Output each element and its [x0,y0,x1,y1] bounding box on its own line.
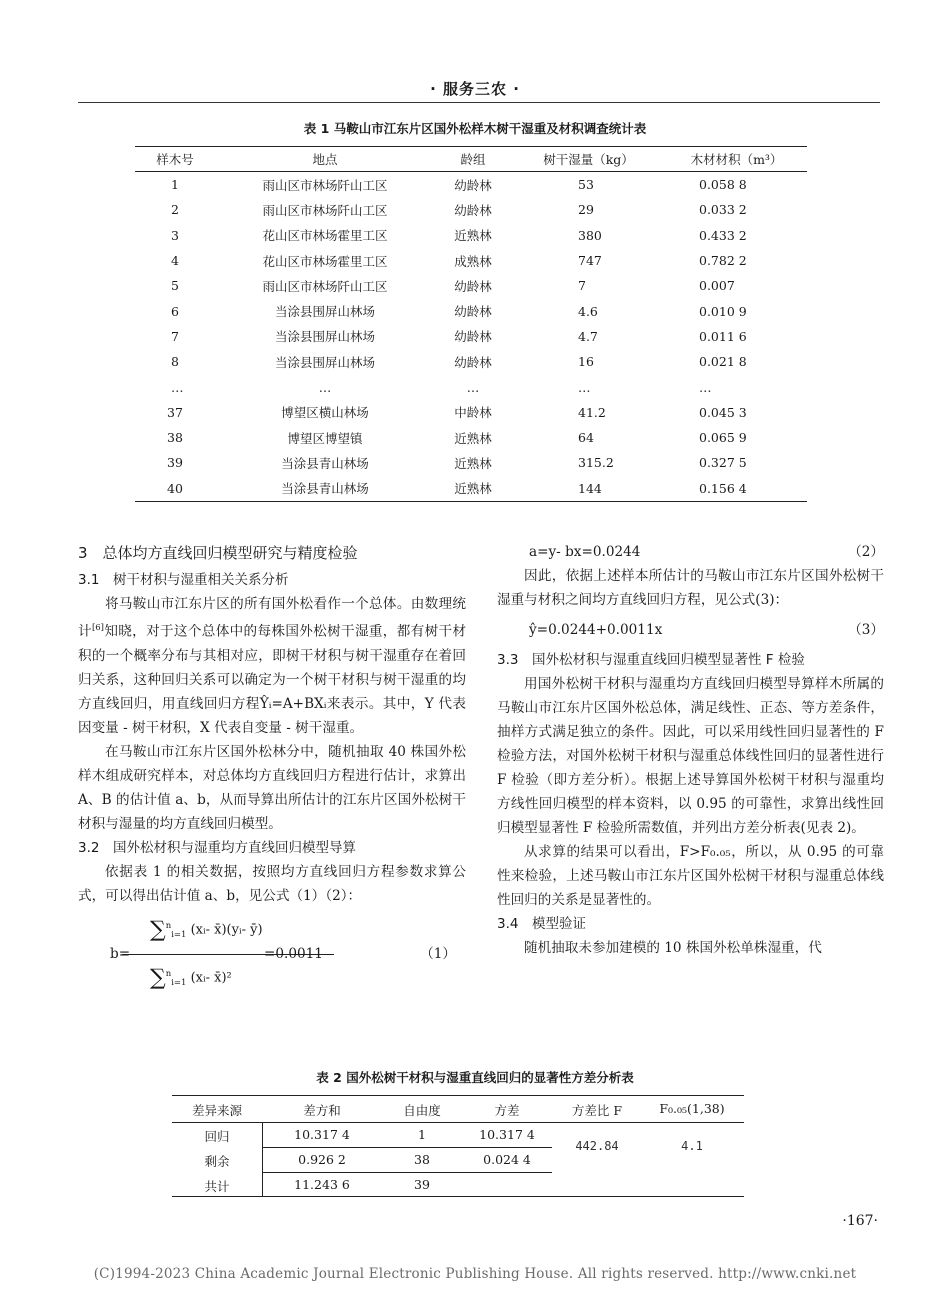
table1-row [135,197,807,222]
table1-cell: 37 [167,404,183,420]
paragraph: 在马鞍山市江东片区国外松林分中，随机抽取 40 株国外松样木组成研究样本，对总体均方直线回归方程进行估计，求算出 A、B 的估计值 a、b，从而导算出所估计的江东片区国外松树干材积与湿量的均方直线回归模型。 [78,743,466,832]
table1 [135,146,807,502]
table1-cell: 38 [167,430,183,446]
table1-cell: … [466,379,480,395]
table1-cell: 当涂县围屏山林场 [274,329,375,345]
table1-cell: 380 [578,227,602,243]
paragraph [78,592,466,740]
section-heading: 3 总体均方直线回归模型研究与精度检验 [78,544,358,562]
table1-cell: 315.2 [578,455,614,471]
denominator-text: (xᵢ- x̄)² [190,969,232,985]
inline-equation: Ŷᵢ=A+BXᵢ [259,695,327,712]
table1-cell: 幼龄林 [454,304,492,320]
table2-cell: 10.317 4 [479,1127,535,1142]
table1-cell: 7 [578,278,586,294]
table1-cell: 2 [171,202,179,218]
paragraph: 依据表 1 的相关数据，按照均方直线回归方程参数求算公式，可以得出估计值 a、b，见公式（1）（2）： [78,863,466,904]
table1-cell: … [171,379,184,395]
equation-1 [78,912,466,996]
paragraph: 因此，依据上述样本所估计的马鞍山市江东片区国外松树干湿重与材积之间均方直线回归方程，见公式(3)： [497,568,884,608]
table1-cell: 近熟林 [454,430,492,446]
table1-cell: 4 [171,253,179,269]
table1-cell: 近熟林 [454,481,492,497]
table2-header-cell: 差方和 [303,1103,341,1118]
table1-header-cell: 木材材积（m³） [690,152,783,167]
equation-result: =0.0011 [264,945,323,962]
table1-cell: 4.7 [578,328,598,344]
table1-bottom-rule [135,501,807,502]
table2-cell: 10.317 4 [294,1127,350,1142]
sum-upper: n [165,968,172,979]
table1-cell: 5 [171,278,179,294]
table1-header-cell: 样木号 [156,152,194,167]
table1-header-row [135,147,807,171]
table1-row [135,476,807,501]
table1-body [135,172,807,501]
table1-cell: 雨山区市林场阡山工区 [262,177,388,193]
table1-row [135,374,807,399]
table1-cell: 0.327 5 [699,455,747,471]
table1-cell: 0.021 8 [699,354,747,370]
table1-cell: 幼龄林 [454,329,492,345]
table1-cell: 4.6 [578,303,598,319]
table1-cell: 3 [171,227,179,243]
table2-cell: 1 [418,1127,426,1142]
table1-cell: 8 [171,354,179,370]
header-rule [78,102,880,103]
equation-3 [497,618,884,642]
equation-number: （3） [848,622,884,638]
subsection-heading: 3.4 模型验证 [497,916,586,932]
table2-inner-rule [262,1172,552,1173]
running-header: · 服务三农 · [430,80,520,98]
equation-denominator [150,962,232,995]
table1-cell: 雨山区市林场阡山工区 [262,202,388,218]
table1-cell: 64 [578,430,594,446]
table2-cell: 0.926 2 [298,1152,346,1167]
table1-cell: 当涂县围屏山林场 [274,354,375,370]
table1-cell: 当涂县青山林场 [281,455,369,471]
table1-cell: 雨山区市林场阡山工区 [262,278,388,294]
table2-header-cell: 自由度 [403,1103,441,1118]
table1-cell: 近熟林 [454,455,492,471]
table1-cell: … [699,379,712,395]
copyright-footer: (C)1994-2023 China Academic Journal Electronic Publishing House. All rights reserved. http://www.cnki.net [93,1266,857,1282]
table2-bottom-rule [172,1196,744,1197]
table1-cell: 41.2 [578,404,606,420]
table1-cell: 144 [578,480,602,496]
table1-cell: … [318,379,332,395]
table1-row [135,450,807,475]
table1-row [135,425,807,450]
sum-symbol: ∑ [150,916,166,942]
paragraph: 随机抽取未参加建模的 10 株国外松单株湿重，代 [524,940,822,956]
table1-cell: 0.007 [699,278,735,294]
table1-cell: 16 [578,354,594,370]
paragraph: 从求算的结果可以看出，F>F₀.₀₅，所以，从 0.95 的可靠性来检验，上述马鞍山市江东片区国外松树干材积与湿重总体线性回归的关系是显著性的。 [497,844,884,908]
equation-numerator [150,914,263,947]
table2-cell: 剩余 [204,1154,230,1169]
table1-cell: 博望区横山林场 [281,405,369,421]
paragraph: 用国外松树干材积与湿重均方直线回归模型导算样木所属的马鞍山市江东片区国外松总体，满足线性、正态、等方差条件，抽样方式满足独立的条件。因此，可以采用线性回归显著性的 F 检验方法，对国外松树干材积与湿重总体线性回归的显著性进行 F 检验（即方差分析）。根据上述导算国外松树干材积与湿重均方线性回归模型的样本资料，以 0.95 的可靠性，求算出线性回归模型显著性 F 检验所需数值，并列出方差分析表(见表 2)。 [497,676,884,836]
table2-header-cell: 差异来源 [191,1103,242,1118]
table1-cell: 博望区博望镇 [287,430,363,446]
table1-cell: 747 [578,253,602,269]
sum-symbol: ∑ [150,964,166,990]
table1-cell: 0.156 4 [699,480,747,496]
table1-cell: 1 [171,177,179,193]
table1-cell: 中龄林 [454,405,492,421]
table1-cell: 幼龄林 [454,354,492,370]
subsection-heading: 3.3 国外松材积与湿重直线回归模型显著性 F 检验 [497,652,805,668]
table2-header-cell: 方差比 F [571,1103,623,1118]
table1-cell: 0.045 3 [699,404,747,420]
table1-header-cell: 地点 [312,152,338,167]
table2-f-value: 442.84 [575,1139,619,1153]
subsection-heading: 3.1 树干材积与湿重相关关系分析 [78,572,289,588]
table1-cell: 花山区市林场霍里工区 [262,253,388,269]
equation-lhs: b= [110,945,131,962]
left-column [78,540,466,996]
table2-header-cell: F₀.₀₅(1,38) [659,1101,725,1116]
table1-row [135,273,807,298]
table1-row [135,349,807,374]
table2-header-rule [172,1122,744,1123]
table1-cell: 近熟林 [454,228,492,244]
sum-upper: n [165,920,172,931]
table1-row [135,172,807,197]
table1-cell: 53 [578,177,594,193]
sum-lower: i=1 [171,977,187,988]
right-column [497,540,884,960]
table1-cell: 7 [171,328,179,344]
table1-cell: 0.010 9 [699,303,747,319]
numerator-text: (xᵢ- x̄)(yᵢ- ȳ) [190,921,263,937]
table1-header-cell: 龄组 [460,152,486,167]
table2-caption: 表 2 国外松树干材积与湿重直线回归的显著性方差分析表 [316,1070,634,1085]
table2-f-crit: 4.1 [681,1139,703,1153]
table2-cell: 11.243 6 [294,1177,350,1192]
table1-cell: 0.782 2 [699,253,747,269]
table1-cell: … [578,379,591,395]
table2-top-rule [172,1095,744,1096]
text: 将马鞍山市江东片区的所有国外松看作一个总体。由数理统计 [78,596,466,640]
table2-cell: 共计 [204,1179,230,1194]
table1-cell: 当涂县围屏山林场 [274,304,375,320]
table1-cell: 0.065 9 [699,430,747,446]
equation-text: a=y- bx=0.0244 [529,544,641,560]
table2-cell: 回归 [204,1129,230,1144]
table1-cell: 0.011 6 [699,328,747,344]
table1-cell: 6 [171,303,179,319]
sum-lower: i=1 [171,929,187,940]
table2-cell: 0.024 4 [483,1152,531,1167]
table1-row [135,223,807,248]
table1-header-cell: 树干湿量（kg） [543,152,634,167]
table1-row [135,324,807,349]
text: 来表示。其中，Y 代表因变量 - 树干材积，X 代表自变量 - 树干湿重。 [78,695,467,736]
table1-cell: 幼龄林 [454,202,492,218]
table1-cell: 29 [578,202,594,218]
text: 知晓，对于这个总体中的每株国外松树干湿重，都有树干材积的一个概率分布与其相对应，即树干材积与树干湿重存在着回归关系，这种回归关系可以确定为一个树干材积与树干湿重的均方直线回归，用直线回归方程 [78,623,467,712]
table1-cell: 成熟林 [454,253,492,269]
citation: [6] [91,623,104,633]
table1-cell: 0.433 2 [699,227,747,243]
table1-row [135,298,807,323]
table2-inner-rule [262,1147,552,1148]
table1-caption: 表 1 马鞍山市江东片区国外松样木树干湿重及材积调查统计表 [303,121,647,136]
table2-vertical-rule [262,1122,263,1197]
equation-number: （2） [848,544,884,560]
page-number: ·167· [842,1213,878,1229]
table1-cell: 39 [167,455,183,471]
table2-header-cell: 方差 [494,1103,520,1118]
table1-row [135,248,807,273]
table1-cell: 0.033 2 [699,202,747,218]
equation-number: （1） [420,945,456,962]
equation-text: ŷ=0.0244+0.0011x [529,622,663,638]
table1-cell: 花山区市林场霍里工区 [262,228,388,244]
table1-cell: 幼龄林 [454,177,492,193]
table2-cell: 39 [414,1177,430,1192]
subsection-heading: 3.2 国外松材积与湿重均方直线回归模型导算 [78,839,356,856]
equation-2 [497,540,884,564]
table1-cell: 40 [167,480,183,496]
table1-cell: 0.058 8 [699,177,747,193]
table1-cell: 幼龄林 [454,278,492,294]
table2-cell: 38 [414,1152,430,1167]
table1-row [135,400,807,425]
table1-cell: 当涂县青山林场 [281,481,369,497]
